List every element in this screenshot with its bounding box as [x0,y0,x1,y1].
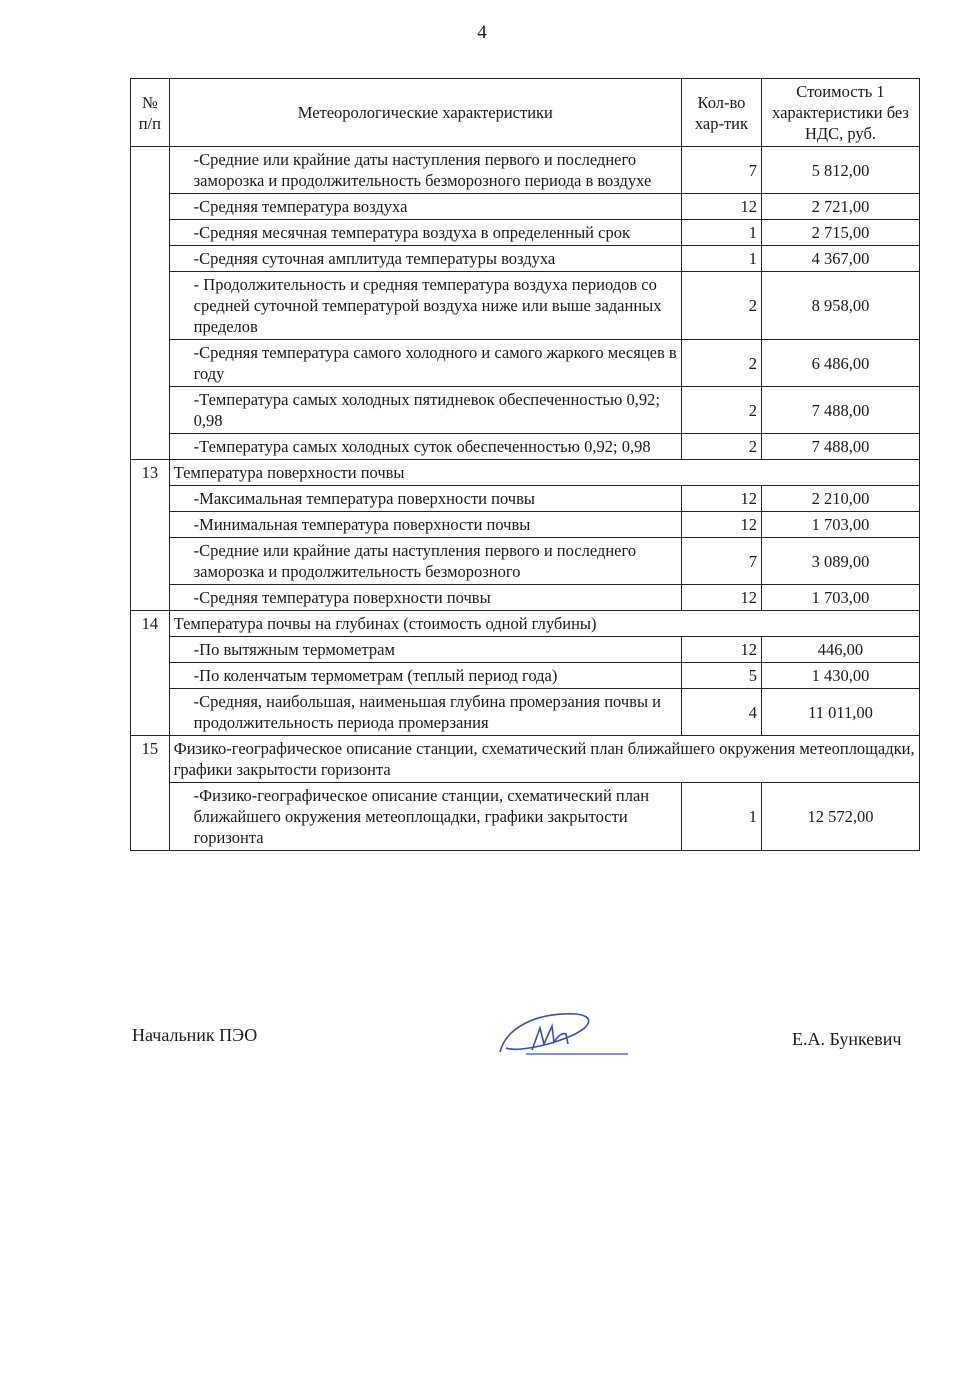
page-number: 4 [477,22,487,43]
section-number: 15 [131,736,170,851]
characteristic-name: -Средняя месячная температура воздуха в определенный срок [169,220,681,246]
table-row [131,340,920,387]
row-number-empty [131,147,170,460]
header-cost: Стоимость 1 характеристики без НДС, руб. [761,79,919,147]
characteristic-cost: 7 488,00 [761,434,919,460]
characteristic-name: -Минимальная температура поверхности почвы [169,512,681,538]
section-title: Температура поверхности почвы [169,460,919,486]
characteristic-qty: 1 [681,220,761,246]
characteristic-cost: 1 703,00 [761,512,919,538]
table-row [131,147,920,194]
characteristic-name: -Средняя суточная амплитуда температуры воздуха [169,246,681,272]
characteristic-qty: 2 [681,387,761,434]
characteristic-name: -Средняя температура поверхности почвы [169,585,681,611]
characteristic-name: -Средние или крайние даты наступления первого и последнего заморозка и продолжительность безморозного периода в воздухе [169,147,681,194]
table-row [131,538,920,585]
section-number: 14 [131,611,170,736]
section-row [131,736,920,783]
characteristic-name: -Физико-географическое описание станции, схематический план ближайшего окружения метеоплощадки, графики закрытости горизонта [169,783,681,851]
characteristic-cost: 5 812,00 [761,147,919,194]
characteristic-cost: 8 958,00 [761,272,919,340]
characteristic-cost: 1 703,00 [761,585,919,611]
table-row [131,220,920,246]
table-row [131,434,920,460]
characteristic-name: -Средняя температура самого холодного и самого жаркого месяцев в году [169,340,681,387]
footer-name: Е.А. Бункевич [792,1029,902,1049]
characteristic-qty: 1 [681,783,761,851]
table-row [131,663,920,689]
characteristic-cost: 4 367,00 [761,246,919,272]
signature-mark [496,1008,636,1060]
characteristic-cost: 11 011,00 [761,689,919,736]
characteristic-qty: 7 [681,147,761,194]
characteristic-cost: 7 488,00 [761,387,919,434]
table-row [131,194,920,220]
characteristic-qty: 2 [681,434,761,460]
characteristic-name: - Продолжительность и средняя температура воздуха периодов со средней суточной температурой воздуха ниже или выше заданных пределов [169,272,681,340]
characteristic-qty: 1 [681,246,761,272]
characteristic-name: -По коленчатым термометрам (теплый период года) [169,663,681,689]
table-row [131,783,920,851]
characteristics-table [130,78,920,851]
section-row [131,611,920,637]
characteristic-qty: 7 [681,538,761,585]
characteristic-cost: 12 572,00 [761,783,919,851]
section-title: Температура почвы на глубинах (стоимость одной глубины) [169,611,919,637]
characteristic-name: -Температура самых холодных пятидневок обеспеченностью 0,92; 0,98 [169,387,681,434]
characteristic-qty: 12 [681,512,761,538]
characteristic-qty: 4 [681,689,761,736]
section-title: Физико-географическое описание станции, схематический план ближайшего окружения метеоплощадки, графики закрытости горизонта [169,736,919,783]
characteristic-name: -Средняя температура воздуха [169,194,681,220]
table-row [131,246,920,272]
characteristic-qty: 12 [681,585,761,611]
table-body [131,147,920,851]
table-row [131,637,920,663]
characteristic-cost: 2 715,00 [761,220,919,246]
table-row [131,512,920,538]
characteristic-qty: 5 [681,663,761,689]
characteristic-qty: 2 [681,340,761,387]
footer-position: Начальник ПЭО [132,1025,258,1045]
characteristic-qty: 12 [681,637,761,663]
characteristic-name: -Температура самых холодных суток обеспеченностью 0,92; 0,98 [169,434,681,460]
table-row [131,272,920,340]
characteristic-cost: 2 721,00 [761,194,919,220]
table-row [131,387,920,434]
table-header-row [131,79,920,147]
characteristic-cost: 3 089,00 [761,538,919,585]
characteristic-qty: 2 [681,272,761,340]
section-row [131,460,920,486]
section-number: 13 [131,460,170,611]
table-row [131,585,920,611]
header-description: Метеорологические характеристики [169,79,681,147]
table-row [131,689,920,736]
characteristic-name: -Средние или крайние даты наступления первого и последнего заморозка и продолжительность безморозного [169,538,681,585]
characteristic-qty: 12 [681,486,761,512]
characteristic-name: -Средняя, наибольшая, наименьшая глубина промерзания почвы и продолжительность периода промерзания [169,689,681,736]
characteristic-cost: 2 210,00 [761,486,919,512]
characteristic-qty: 12 [681,194,761,220]
characteristic-cost: 446,00 [761,637,919,663]
characteristic-name: -Максимальная температура поверхности почвы [169,486,681,512]
characteristic-cost: 6 486,00 [761,340,919,387]
header-num: № п/п [131,79,170,147]
header-qty: Кол-во хар-тик [681,79,761,147]
table-row [131,486,920,512]
characteristic-name: -По вытяжным термометрам [169,637,681,663]
characteristic-cost: 1 430,00 [761,663,919,689]
